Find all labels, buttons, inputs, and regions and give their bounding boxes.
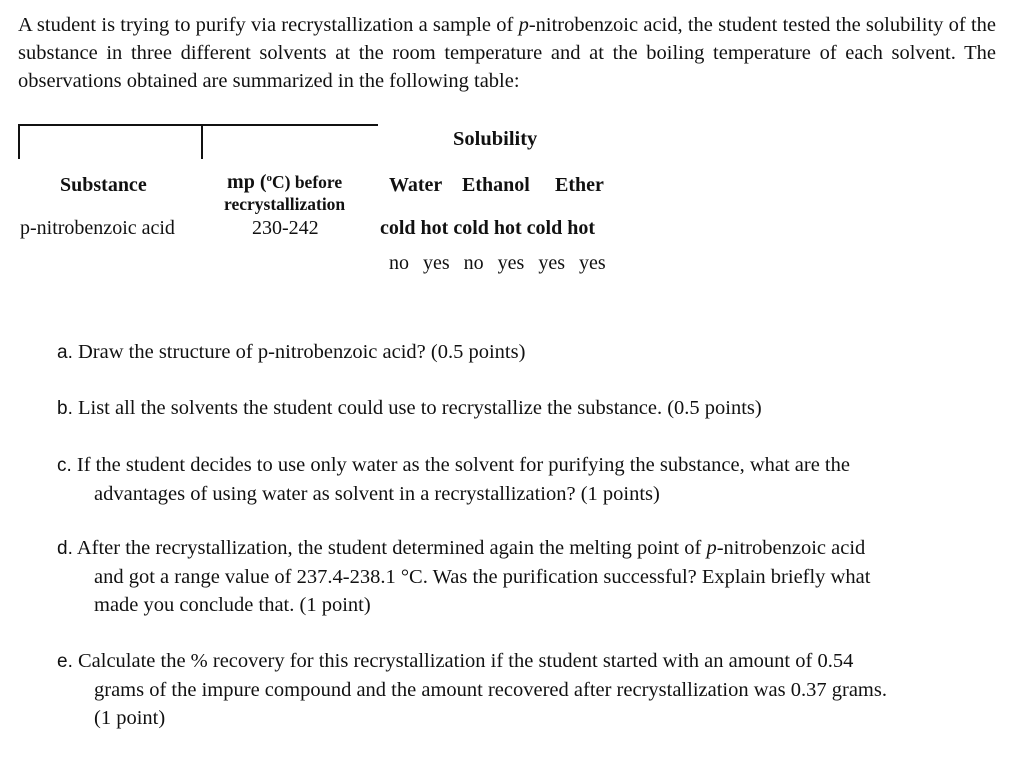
intro-text-1: A student is trying to purify via recrystallization a sample of — [18, 14, 519, 36]
mp-header-line2: recrystallization — [224, 193, 346, 214]
question-c: c. If the student decides to use only water as the solvent for purifying the substance, what are the advantages of using water as solvent in a recrystallization? (1 points) — [57, 454, 850, 505]
mp-header — [224, 167, 345, 215]
table-top-rule — [18, 124, 378, 126]
solvent-ethanol-header: Ethanol — [462, 174, 530, 196]
mp-header-line1: mp ($^o$C) before — [227, 170, 343, 193]
table-left-rule — [18, 124, 20, 159]
table-mid-rule — [201, 124, 203, 159]
solubility-values: no yes no yes yes yes — [389, 252, 606, 274]
question-a: a. Draw the structure of p-nitrobenzoic acid? (0.5 points) — [57, 341, 526, 363]
intro-italic-p: p — [518, 14, 529, 36]
substance-cell: p-nitrobenzoic acid — [20, 217, 175, 239]
solvent-ether-header: Ether — [555, 174, 604, 196]
temperature-subheader: cold hot cold hot cold hot — [380, 217, 596, 239]
solvent-water-header: Water — [389, 174, 443, 196]
solubility-header: Solubility — [453, 128, 538, 150]
question-b: b. List all the solvents the student could use to recrystallize the substance. (0.5 points) — [57, 397, 762, 419]
mp-cell: 230-242 — [252, 217, 319, 239]
intro-text-2: -nitrobenzoic acid, the student tested the solubility of the substance in three different solvents at the room temperature and at the boiling temperature of each solvent. The observations obtained are summarized in the following table: — [18, 14, 996, 92]
question-d: d. After the recrystallization, the student determined again the melting point of p-nitrobenzoic acid and got a range value of 237.4-238.1 °C. Was the purification successful? Explain briefly what made you conclude that. (1 point) — [57, 537, 871, 616]
substance-header: Substance — [60, 174, 147, 196]
problem-intro — [18, 11, 996, 95]
question-e: e. Calculate the % recovery for this recrystallization if the student started with an amount of 0.54 grams of the impure compound and the amount recovered after recrystallization was 0.37 grams. (1 point) — [57, 650, 887, 729]
